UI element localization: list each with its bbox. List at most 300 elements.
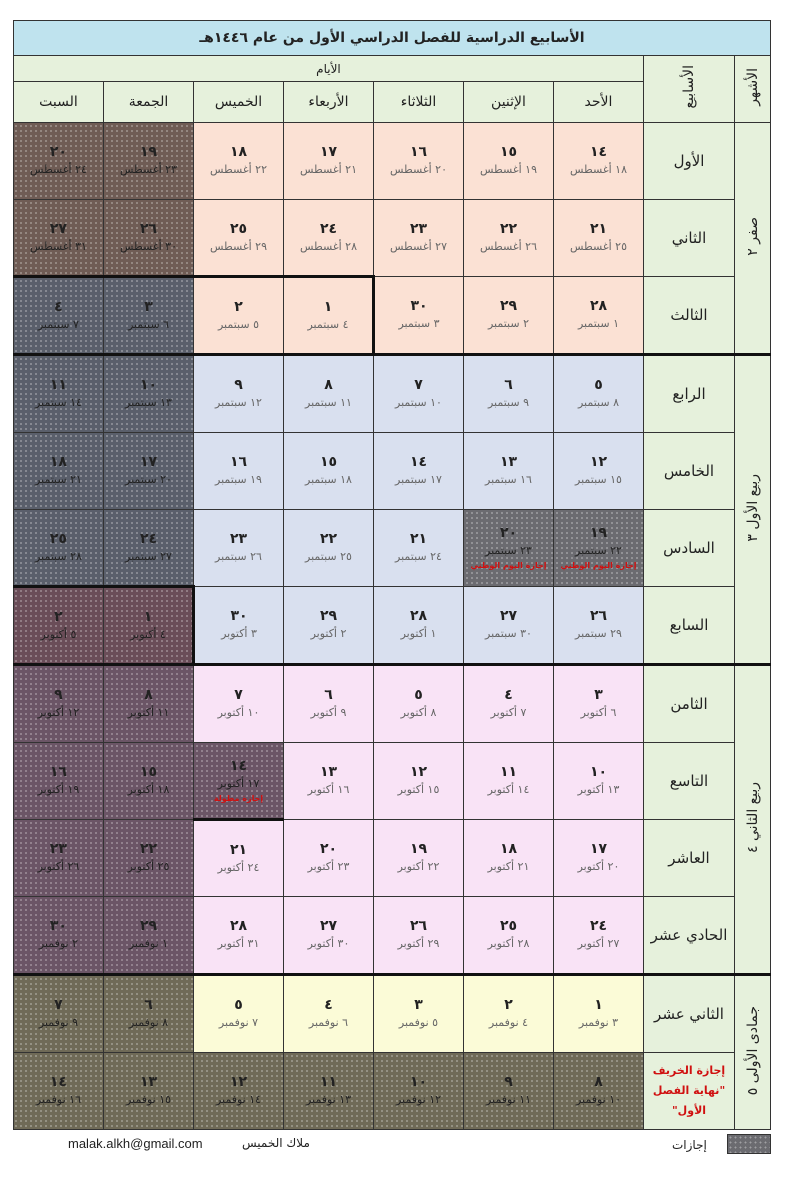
day-cell [554,820,644,897]
gregorian-date: ٢٧ سبتمبر [125,549,172,563]
hijri-day: ٢٥ [229,220,248,237]
gregorian-date: ٢٦ أكتوبر [37,860,80,873]
day-cell [13,743,103,820]
day-cell [374,743,464,820]
gregorian-date: ٣٠ أغسطس [120,239,177,253]
day-cell [13,277,103,355]
day-cell [284,433,374,510]
day-cell [104,433,194,510]
day-cell [374,433,464,510]
week-label: السابع [644,587,735,665]
footer [0,1132,797,1162]
gregorian-date: ٢٧ أغسطس [390,240,447,253]
gregorian-date: ١٩ أغسطس [480,163,537,176]
gregorian-date: ٧ سبتمبر [37,317,79,331]
hijri-day: ٢٨ [229,918,248,934]
gregorian-date: ١٠ سبتمبر [395,396,442,409]
day-cell [284,510,374,587]
week-row [13,975,770,1053]
day-cell [374,510,464,587]
day-cell [374,897,464,975]
hijri-day: ١٤ [589,144,608,160]
hijri-day: ٢٦ [139,220,158,237]
gregorian-date: ١٦ أكتوبر [307,783,350,796]
gregorian-date: ٣٠ سبتمبر [485,627,532,640]
page-title: الأسابيع الدراسية للفصل الدراسي الأول من عام ١٤٤٦هـ [13,21,770,56]
hijri-day: ٥ [234,997,243,1013]
gregorian-date: ١٢ نوفمبر [395,1093,442,1106]
day-cell [284,200,374,277]
week-row [13,200,770,277]
gregorian-date: ١٢ أكتوبر [37,706,80,719]
gregorian-date: ٧ نوفمبر [218,1016,259,1029]
week-label: الثاني عشر [644,975,735,1053]
week-row [13,1053,770,1130]
gregorian-date: ١٦ نوفمبر [35,1093,81,1106]
day-cell [104,820,194,897]
week-row [13,277,770,355]
hijri-day: ١٧ [319,144,338,160]
gregorian-date: ٤ سبتمبر [307,317,349,331]
day-cell [104,665,194,743]
author-name: ملاك الخميس [242,1136,310,1150]
gregorian-date: ٢٥ أكتوبر [127,860,170,873]
hijri-day: ١١ [319,1074,338,1090]
hijri-day: ١٥ [499,144,518,160]
gregorian-date: ٨ أكتوبر [400,706,437,719]
day-cell [464,975,554,1053]
gregorian-date: ٦ نوفمبر [308,1016,349,1029]
gregorian-date: ٢٨ أكتوبر [487,937,530,950]
week-label: الثامن [644,665,735,743]
gregorian-date: ١٧ سبتمبر [395,473,442,486]
gregorian-date: ١٥ أكتوبر [397,783,440,796]
gregorian-date: ٥ نوفمبر [398,1016,439,1029]
day-cell [104,897,194,975]
week-label: الحادي عشر [644,897,735,975]
gregorian-date: ٣١ أكتوبر [217,937,260,950]
hijri-day: ٦ [144,997,153,1013]
day-cell [13,1053,103,1130]
day-cell [464,200,554,277]
day-cell [464,587,554,665]
gregorian-date: ١ نوفمبر [128,937,169,950]
hijri-day: ١٠ [589,764,608,780]
months-header: الأشهر [735,56,771,123]
day-header: الأربعاء [284,82,374,123]
day-cell [374,820,464,897]
gregorian-date: ٤ نوفمبر [488,1016,529,1029]
gregorian-date: ١٨ سبتمبر [305,473,352,486]
week-row [13,510,770,587]
day-cell [13,123,103,200]
gregorian-date: ٢٢ أغسطس [210,163,267,176]
gregorian-date: ٢٩ سبتمبر [575,627,622,640]
day-cell [554,433,644,510]
hijri-day: ١٧ [139,454,158,470]
day-cell [194,123,284,200]
week-row [13,123,770,200]
hijri-day: ٢٠ [319,841,338,857]
hijri-day: ٧ [234,687,243,703]
hijri-day: ١٣ [499,454,518,470]
hijri-day: ١٥ [139,764,158,780]
day-cell [374,123,464,200]
day-cell [194,665,284,743]
holiday-note: إجازة اليوم الوطني [470,561,547,570]
day-cell [464,1053,554,1130]
day-cell [104,743,194,820]
hijri-day: ٤ [504,687,513,703]
hijri-day: ٩ [504,1074,513,1090]
gregorian-date: ٥ سبتمبر [217,317,260,331]
day-cell [284,277,374,355]
hijri-day: ٢٠ [499,525,518,541]
day-cell [464,123,554,200]
hijri-day: ٦ [324,687,333,703]
hijri-day: ١٤ [229,757,248,774]
gregorian-date: ١٠ أكتوبر [217,706,260,719]
hijri-day: ٣ [414,997,423,1013]
day-cell [464,820,554,897]
week-label: الأول [644,123,735,200]
week-row [13,743,770,820]
hijri-day: ٢٨ [589,298,608,314]
gregorian-date: ٢ سبتمبر [487,317,530,330]
hijri-day: ٢٩ [139,918,158,934]
gregorian-date: ٣٠ أكتوبر [307,937,350,950]
day-cell [194,433,284,510]
day-cell [13,355,103,433]
holiday-legend-swatch [727,1134,771,1154]
hijri-day: ٢ [54,608,63,625]
gregorian-date: ٨ سبتمبر [577,396,620,409]
week-row [13,587,770,665]
hijri-day: ٢٨ [409,608,428,624]
hijri-day: ٢٢ [499,221,518,237]
gregorian-date: ٢٥ سبتمبر [305,550,352,563]
week-label: العاشر [644,820,735,897]
day-cell [104,355,194,433]
day-header: الإثنين [464,82,554,123]
gregorian-date: ٩ سبتمبر [487,396,530,409]
hijri-day: ٢٥ [499,918,518,934]
hijri-day: ٧ [54,997,63,1013]
hijri-day: ٢٣ [409,221,428,237]
gregorian-date: ٧ أكتوبر [490,706,527,719]
gregorian-date: ٢٤ أكتوبر [217,860,260,874]
gregorian-date: ١٧ أكتوبر [217,776,260,790]
week-row [13,897,770,975]
week-label: السادس [644,510,735,587]
day-cell [554,975,644,1053]
week-label: التاسع [644,743,735,820]
hijri-day: ٣ [594,687,603,703]
hijri-day: ١ [594,997,603,1013]
gregorian-date: ٢٤ سبتمبر [395,550,442,563]
day-cell [284,123,374,200]
gregorian-date: ١٢ سبتمبر [215,396,262,409]
hijri-day: ٢ [504,997,513,1013]
hijri-day: ١٦ [49,764,67,780]
hijri-day: ٦ [504,377,513,393]
hijri-day: ٢٤ [319,220,338,237]
month-label: ربيع الثاني ٤ [735,665,771,975]
gregorian-date: ٢١ أكتوبر [487,860,530,873]
holiday-legend-label: إجازات [672,1138,707,1152]
gregorian-date: ٦ أكتوبر [580,706,617,719]
author-email: malak.alkh@gmail.com [68,1136,203,1151]
gregorian-date: ٢٦ سبتمبر [215,550,262,563]
hijri-day: ٤ [324,997,333,1013]
gregorian-date: ١١ سبتمبر [305,396,352,409]
gregorian-date: ٥ أكتوبر [40,627,77,641]
hijri-day: ٢١ [229,841,248,858]
day-cell [13,820,103,897]
gregorian-date: ٢٤ أغسطس [29,163,87,176]
day-cell [104,975,194,1053]
hijri-day: ١١ [499,764,518,780]
week-label: الثالث [644,277,735,355]
week-row [13,433,770,510]
day-cell [464,355,554,433]
day-cell [464,665,554,743]
day-cell [104,123,194,200]
gregorian-date: ٢٩ أكتوبر [397,937,440,950]
day-cell [194,355,284,433]
week-label: الثاني [644,200,735,277]
day-cell [13,975,103,1053]
hijri-day: ٢٠ [49,144,67,160]
gregorian-date: ٩ نوفمبر [38,1016,79,1029]
day-cell [374,355,464,433]
hijri-day: ٣٠ [230,608,248,624]
gregorian-date: ٢٨ سبتمبر [34,549,82,563]
holiday-note: إجازة اليوم الوطني [560,561,637,570]
day-cell [554,587,644,665]
hijri-day: ١ [323,298,333,315]
day-cell [13,200,103,277]
hijri-day: ٥ [414,687,423,703]
gregorian-date: ١ سبتمبر [577,317,620,330]
hijri-day: ٧ [414,377,423,393]
gregorian-date: ٣ نوفمبر [578,1016,619,1029]
hijri-day: ٢٤ [139,530,158,547]
hijri-day: ٣ [144,298,153,315]
hijri-day: ٢٣ [229,531,248,547]
hijri-day: ٢٧ [319,918,338,934]
day-header: الخميس [194,82,284,123]
weeks-header: الأسابيع [644,56,735,123]
week-row [13,820,770,897]
hijri-day: ١٣ [139,1074,158,1090]
hijri-day: ١٢ [589,454,608,470]
hijri-day: ١٩ [409,841,428,857]
hijri-day: ١٨ [499,841,518,857]
hijri-day: ١٨ [49,454,67,470]
day-cell [284,1053,374,1130]
days-group-header: الأيام [13,56,643,82]
gregorian-date: ٢٧ أكتوبر [577,937,620,950]
gregorian-date: ٢٣ أغسطس [120,163,177,176]
hijri-day: ٣٠ [410,298,428,314]
gregorian-date: ٢٣ أكتوبر [307,860,350,873]
day-cell [464,510,554,587]
day-cell [194,975,284,1053]
hijri-day: ١٢ [409,764,428,780]
day-cell [464,743,554,820]
day-cell [104,277,194,355]
hijri-day: ١٠ [409,1074,428,1090]
day-cell [374,587,464,665]
gregorian-date: ١٣ أكتوبر [577,783,620,796]
month-label: ربيع الأول ٣ [735,355,771,665]
gregorian-date: ١٣ نوفمبر [305,1093,352,1106]
day-cell [284,820,374,897]
day-cell [194,897,284,975]
hijri-day: ٢٢ [319,531,338,547]
hijri-day: ١١ [49,377,67,393]
day-cell [554,123,644,200]
gregorian-date: ١٤ سبتمبر [34,396,82,409]
gregorian-date: ٢٢ سبتمبر [575,544,622,557]
day-cell [194,1053,284,1130]
hijri-day: ١٣ [319,764,338,780]
day-cell [554,1053,644,1130]
hijri-day: ٩ [234,377,243,393]
day-cell [464,433,554,510]
gregorian-date: ٢ نوفمبر [38,937,79,950]
day-cell [374,665,464,743]
gregorian-date: ٢١ سبتمبر [34,473,82,486]
day-cell [554,743,644,820]
day-cell [554,355,644,433]
gregorian-date: ٦ سبتمبر [127,317,170,331]
day-cell [194,200,284,277]
gregorian-date: ١١ نوفمبر [485,1093,532,1106]
calendar-sheet [14,20,771,1130]
week-label: الخامس [644,433,735,510]
gregorian-date: ٢٣ سبتمبر [485,544,532,557]
hijri-day: ١٦ [229,454,248,470]
hijri-day: ٢٤ [589,918,608,934]
week-row [13,665,770,743]
day-cell [194,587,284,665]
week-row [13,355,770,433]
gregorian-date: ١٦ سبتمبر [485,473,532,486]
hijri-day: ٢٧ [49,220,67,237]
gregorian-date: ١٩ سبتمبر [215,473,262,486]
gregorian-date: ٨ نوفمبر [128,1016,169,1029]
hijri-day: ١٠ [139,377,158,393]
day-cell [464,277,554,355]
hijri-day: ٩ [54,687,63,703]
day-header: الأحد [554,82,644,123]
day-cell [104,1053,194,1130]
hijri-day: ١٢ [229,1074,248,1090]
hijri-day: ١٩ [589,525,608,541]
day-cell [194,743,284,820]
gregorian-date: ٢ أكتوبر [310,627,347,640]
hijri-day: ٢ [234,298,243,315]
gregorian-date: ٤ أكتوبر [130,627,166,641]
day-cell [284,355,374,433]
day-cell [194,277,284,355]
hijri-day: ١٨ [229,144,248,160]
gregorian-date: ١٨ أغسطس [570,163,627,176]
day-cell [374,975,464,1053]
hijri-day: ١٥ [319,454,338,470]
day-header: السبت [13,82,103,123]
day-cell [104,510,194,587]
hijri-day: ٢١ [589,221,608,237]
hijri-day: ٢٧ [499,608,518,624]
gregorian-date: ٩ أكتوبر [310,706,347,719]
hijri-day: ١٤ [49,1074,67,1090]
gregorian-date: ١٥ نوفمبر [125,1093,172,1106]
gregorian-date: ٣ أكتوبر [221,627,257,640]
day-cell [194,510,284,587]
day-cell [554,665,644,743]
gregorian-date: ٢٠ سبتمبر [125,473,172,486]
day-cell [554,200,644,277]
hijri-day: ٨ [594,1074,603,1090]
day-cell [13,897,103,975]
gregorian-date: ٢٥ أغسطس [570,240,627,253]
day-cell [13,587,103,665]
gregorian-date: ٢٠ أغسطس [390,163,447,176]
hijri-day: ٥ [594,377,603,393]
hijri-day: ٢٣ [49,841,67,857]
week-label: الرابع [644,355,735,433]
day-header: الثلاثاء [374,82,464,123]
hijri-day: ٢٩ [499,298,518,314]
gregorian-date: ١٣ سبتمبر [125,396,172,409]
day-cell [13,433,103,510]
gregorian-date: ٢٠ أكتوبر [577,860,620,873]
hijri-day: ٢٦ [589,608,608,624]
gregorian-date: ٢٩ أغسطس [210,239,267,253]
gregorian-date: ٢٢ أكتوبر [397,860,440,873]
day-cell [284,587,374,665]
gregorian-date: ٣ سبتمبر [398,317,440,330]
hijri-day: ١٦ [409,144,428,160]
day-cell [194,820,284,897]
day-cell [13,665,103,743]
day-cell [554,897,644,975]
gregorian-date: ٢٦ أغسطس [480,240,537,253]
holiday-note: إجازة مطولة [213,793,264,803]
day-cell [374,1053,464,1130]
hijri-day: ٨ [144,687,153,703]
day-header: الجمعة [104,82,194,123]
day-cell [284,743,374,820]
gregorian-date: ١١ أكتوبر [127,706,170,719]
hijri-day: ٤ [54,298,63,315]
day-cell [554,277,644,355]
hijri-day: ٣٠ [49,918,67,934]
month-label: جمادى الأولى ٥ [735,975,771,1130]
day-cell [374,277,464,355]
gregorian-date: ١٠ نوفمبر [575,1093,622,1106]
hijri-day: ٨ [324,377,333,393]
day-cell [464,897,554,975]
week-label: إجازة الخريف "نهاية الفصل الأول" [644,1053,735,1130]
hijri-day: ٢٥ [49,530,67,547]
hijri-day: ٢٦ [409,918,428,934]
day-cell [374,200,464,277]
gregorian-date: ١٤ نوفمبر [215,1093,262,1106]
